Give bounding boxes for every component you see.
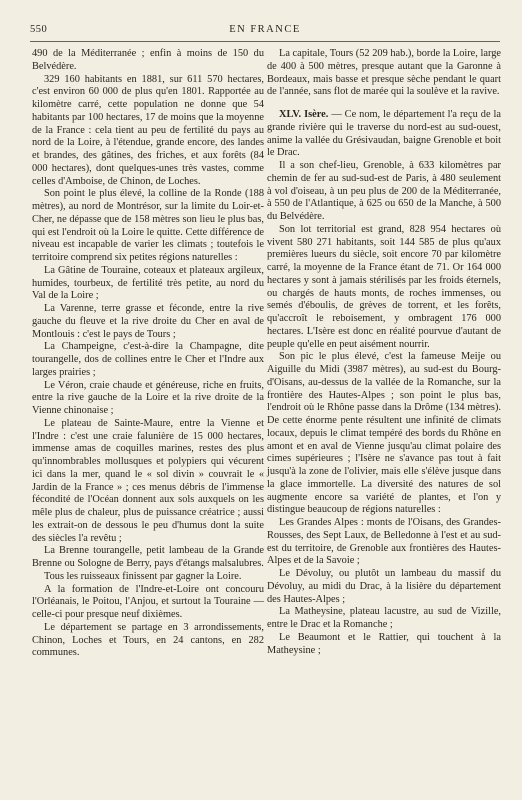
paragraph: La Gâtine de Touraine, coteaux et plateaux argileux, humides, tourbeux, de fertilité très petite, au nord du Val de la Loire ; — [32, 264, 264, 302]
department-title: XLV. Isère. — [279, 109, 329, 120]
paragraph: La Varenne, terre grasse et féconde, entre la rive gauche du fleuve et la rive droite du Cher en aval de Montlouis : c'est le pays de Tours ; — [32, 303, 264, 340]
department-heading-paragraph — [267, 109, 501, 160]
paragraph: La Champeigne, c'est-à-dire la Champagne, dite tourangelle, dos de collines entre le Cher et l'Indre aux larges prairies ; — [32, 341, 264, 378]
paragraph: La Matheysine, plateau lacustre, au sud de Vizille, entre le Drac et la Romanche ; — [267, 606, 501, 630]
paragraph: A la formation de l'Indre-et-Loire ont concouru l'Orléanais, le Poitou, l'Anjou, et surtout la Touraine — celle-ci pour presque neuf dixièmes. — [32, 583, 264, 620]
paragraph: Son pic le plus élevé, c'est la fameuse Meije ou Aiguille du Midi (3987 mètres), au sud-est du Bourg-d'Oisans, au-dessus de la vallée de la Romanche, sur la frontière des Hautes-Alpes ; son point le plus bas, l'endroit où le Rhône passe dans la Drôme (134 mètres). De cette énorme pente résultent une infinité de climats locaux, depuis le climat tempéré des bords du Rhône en amont et en aval de Vienne jusqu'au climat polaire des cimes supérieures ; l'Isère ne s'avance pas tout à fait jusqu'à la zone de l'olivier, mais elle s'élève jusque dans la glace immortelle. La diversité des natures de sol augmente encore sa variété de plantes, et l'on y distingue beaucoup de régions naturelles : — [267, 351, 501, 516]
paragraph: Son point le plus élevé, la colline de la Ronde (188 mètres), au nord de Montrésor, sur la limite du Loir-et-Cher, ne dépasse que de 158 mètres son lieu le plus bas, qui est l'endroit où la Loire le quitte. Cette différence de niveau est incapable de varier les climats ; toutefois le territoire comprend six petites régions naturelles : — [32, 188, 264, 263]
paragraph: Il a son chef-lieu, Grenoble, à 633 kilomètres par chemin de fer au sud-sud-est de Paris, à 480 seulement à vol d'oiseau, à un peu plus de 200 de la Méditerranée, à 550 de l'Atlantique, à 625 ou 650 de la Manche, à 500 du Belvédère. — [267, 160, 501, 222]
paragraph: La Brenne tourangelle, petit lambeau de la Grande Brenne ou Sologne de Berry, pays d'étangs malsalubres. — [32, 545, 264, 569]
paragraph: Le département se partage en 3 arrondissements, Chinon, Loches et Tours, en 24 cantons, en 282 communes. — [32, 621, 264, 659]
paragraph: Les Grandes Alpes : monts de l'Oisans, des Grandes-Rousses, des Sept Laux, de Belledonne à l'est et au sud-est du territoire, de Grenoble aux frontières des Hautes-Alpes et de la Savoie ; — [267, 517, 501, 567]
paragraph: Tous les ruisseaux finissent par gagner la Loire. — [44, 570, 242, 582]
paragraph: Son lot territorial est grand, 828 954 hectares où vivent 580 271 habitants, soit 144 585 de plus qu'aux premières lueurs du siècle, soit encore 70 par kilomètre carré, la moyenne de la France étant de 71. Or 164 000 hectares y sont à jamais stérilisés par les froids éternels, ou chargés de hauts monts, de roches immenses, ou semés d'éboulis, de grèves de torrent, et les forêts, qu'accroît le reboisement, y ombragent 176 000 hectares. L'Isère est donc en réalité pourvue d'autant de peuple qu'elle en peut aisément nourrir. — [267, 223, 501, 350]
paragraph: Le Véron, craie chaude et généreuse, riche en fruits, entre la rive gauche de la Loire et la rive droite de la Vienne chinonaise ; — [32, 379, 264, 416]
paragraph: Le plateau de Sainte-Maure, entre la Vienne et l'Indre : c'est une craie falunière de 15 000 hectares, immense amas de coquilles marines, restes des plus qu'innombrables mollusques et polypiers qui vécurent ici dans la mer, quand le « sol divin » couvrait le « Jardin de la France » ; ces menus débris de l'immense fécondité de l'Océan donnent aux sols auxquels on les mêle plus de chaleur, plus de puissance créatrice ; aussi les extrait-on de dessous le peu d'humus dont la suite des siècles l'a revêtu ; — [32, 417, 264, 544]
paragraph: La capitale, Tours (52 209 hab.), borde la Loire, large de 400 à 500 mètres, presque autant que la Garonne à Bordeaux, mais basse et presque sèche pendant le quart de l'année, sans flot de marée qui la soulève et la ravive. — [267, 48, 501, 98]
paragraph: 490 de la Méditerranée ; enfin à moins de 150 du Belvédère. — [32, 48, 264, 72]
paragraph: Le Beaumont et le Rattier, qui touchent à la Matheysine ; — [267, 631, 501, 656]
department-intro-text: — Ce nom, le département l'a reçu de la grande rivière qui le traverse du nord-est au sud-ouest, anime la vallée du Grésivaudan, baigne Grenoble et boit le Drac. — [267, 109, 501, 159]
right-column — [267, 48, 501, 657]
paragraph: Le Dévoluy, ou plutôt un lambeau du massif du Dévoluy, au midi du Drac, à la lisière du département des Hautes-Alpes ; — [267, 568, 501, 605]
left-column — [32, 48, 264, 660]
running-title: EN FRANCE — [229, 24, 301, 35]
page-number: 550 — [30, 24, 48, 35]
header-rule — [30, 41, 500, 42]
paragraph: 329 160 habitants en 1881, sur 611 570 hectares, c'est environ 60 000 de plus qu'en 1801. Rapportée au kilomètre carré, cette population ne donne que 54 habitants par 100 hectares, 17 de moins que la moyenne de la France : cela tient au peu de fertilité du pays au nord de la Loire, à l'étendue, grande encore, des landes et brandes, des gâtines, des friches, et aux forêts (84 000 hectares), dont quelques-unes très vastes, comme celles d'Amboise, de Chinon, de Loches. — [32, 73, 264, 187]
page-header — [30, 24, 500, 38]
